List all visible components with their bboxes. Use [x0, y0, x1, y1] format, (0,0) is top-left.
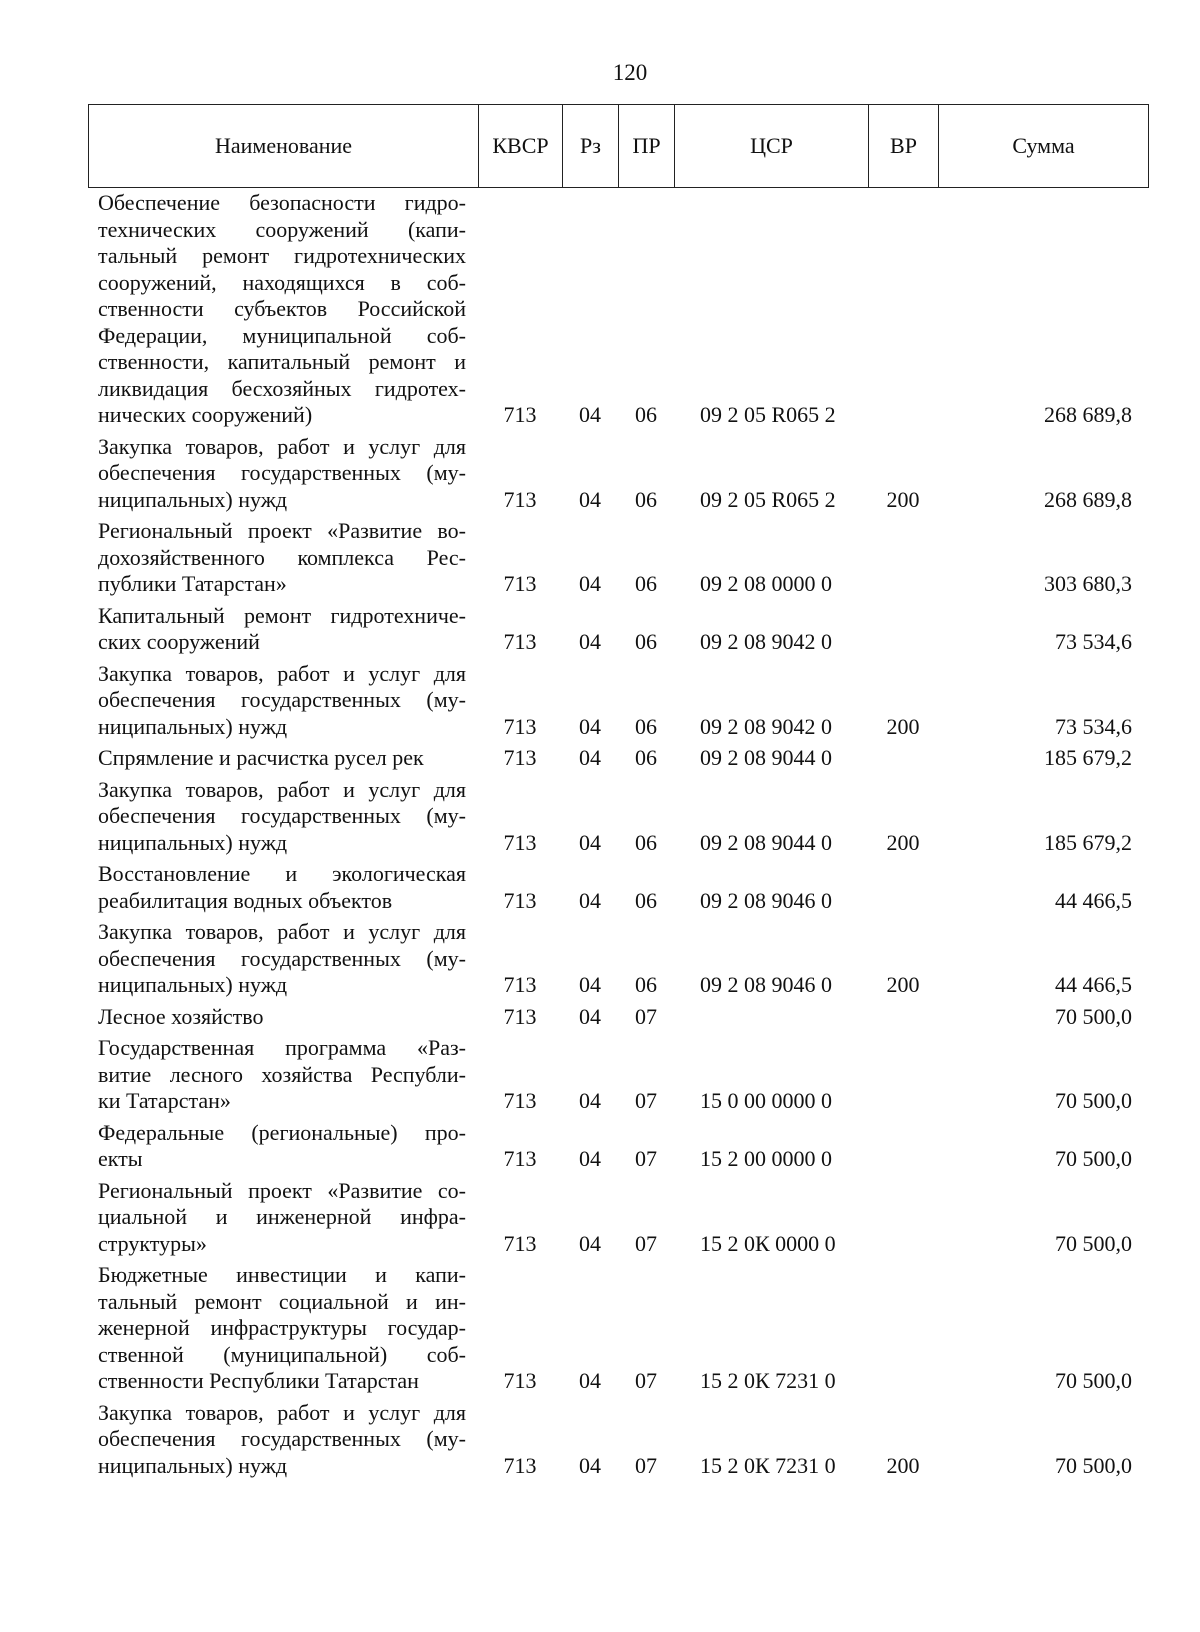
row-pr: 06	[635, 571, 657, 596]
row-rz: 04	[579, 887, 601, 913]
row-kvsr: 713	[503, 1003, 537, 1029]
row-pr: 07	[635, 1452, 657, 1478]
row-pr: 07	[635, 1368, 657, 1393]
row-pr: 07	[635, 1230, 657, 1256]
row-csr: 09 2 05 R065 2	[700, 402, 836, 427]
row-name-line: Региональный проект «Развитие во-	[98, 518, 466, 543]
table-row	[88, 1004, 1148, 1036]
row-name-line: циальной и инженерной инфра-	[98, 1204, 466, 1229]
table-row	[88, 745, 1148, 777]
row-name-line: реабилитация водных объектов	[98, 887, 393, 913]
row-rz: 04	[579, 1146, 601, 1171]
row-name-line: Закупка товаров, работ и услуг для	[98, 660, 466, 686]
table-row	[88, 1120, 1148, 1178]
row-name-line: ниципальных) нужд	[98, 829, 288, 855]
row-rz: 04	[579, 486, 601, 512]
row-vr: 200	[886, 713, 920, 739]
budget-table	[88, 190, 1148, 1484]
row-name-line: ственности субъектов Российской	[98, 296, 466, 321]
row-vr	[868, 745, 938, 777]
row-name-line: обеспечения государственных (му-	[98, 945, 466, 971]
row-name	[88, 518, 478, 603]
row-name	[88, 190, 478, 434]
row-name-line: структуры»	[98, 1230, 207, 1256]
row-pr: 06	[635, 629, 657, 654]
row-kvsr: 713	[503, 713, 537, 739]
row-kvsr: 713	[503, 486, 537, 512]
row-name-line: обеспечения государственных (му-	[98, 460, 466, 485]
row-csr	[674, 1004, 868, 1036]
row-pr: 06	[635, 486, 657, 512]
table-row	[88, 661, 1148, 746]
column-header-csr: ЦСР	[675, 105, 869, 188]
row-name-line: Закупка товаров, работ и услуг для	[98, 919, 466, 944]
row-name	[88, 1262, 478, 1400]
row-kvsr: 713	[503, 972, 537, 997]
row-name-line: обеспечения государственных (му-	[98, 1426, 466, 1451]
column-header-vr: ВР	[869, 105, 939, 188]
row-name-line: Закупка товаров, работ и услуг для	[98, 1399, 466, 1425]
row-name-line: Лесное хозяйство	[98, 1003, 264, 1029]
row-rz: 04	[579, 829, 601, 855]
row-sum: 303 680,3	[1044, 571, 1132, 596]
row-name	[88, 861, 478, 919]
row-rz: 04	[579, 402, 601, 427]
row-csr: 09 2 08 9046 0	[700, 972, 832, 997]
column-header-name: Наименование	[89, 105, 479, 188]
row-csr: 15 2 0К 7231 0	[700, 1452, 836, 1478]
row-name-line: ственности Республики Татарстан	[98, 1368, 419, 1393]
row-sum: 70 500,0	[1055, 1452, 1132, 1478]
row-name	[88, 1035, 478, 1120]
row-kvsr: 713	[503, 829, 537, 855]
row-csr: 15 2 00 0000 0	[700, 1146, 832, 1171]
row-vr: 200	[886, 486, 920, 512]
row-vr	[868, 1004, 938, 1036]
row-csr: 15 2 0К 7231 0	[700, 1368, 836, 1393]
row-csr: 15 2 0К 0000 0	[700, 1230, 836, 1256]
table-row	[88, 861, 1148, 919]
row-pr: 06	[635, 887, 657, 913]
row-rz: 04	[579, 745, 601, 770]
row-vr	[868, 190, 938, 434]
row-kvsr: 713	[503, 1088, 537, 1113]
row-name-line: Государственная программа «Раз-	[98, 1035, 466, 1060]
column-header-rz: Рз	[563, 105, 619, 188]
row-rz: 04	[579, 1088, 601, 1113]
table-row	[88, 1035, 1148, 1120]
row-vr	[868, 1035, 938, 1120]
row-sum: 185 679,2	[1044, 745, 1132, 770]
row-sum: 268 689,8	[1044, 486, 1132, 512]
row-kvsr: 713	[503, 402, 537, 427]
row-rz: 04	[579, 571, 601, 596]
row-name-line: Федерации, муниципальной соб-	[98, 322, 466, 348]
row-pr: 07	[635, 1088, 657, 1113]
row-sum: 70 500,0	[1055, 1146, 1132, 1171]
row-kvsr: 713	[503, 745, 537, 770]
row-vr	[868, 603, 938, 661]
row-name-line: публики Татарстан»	[98, 571, 287, 596]
table-row	[88, 434, 1148, 519]
row-vr	[868, 518, 938, 603]
row-sum: 185 679,2	[1044, 829, 1132, 855]
row-csr: 09 2 08 9042 0	[700, 713, 832, 739]
row-csr: 09 2 08 9044 0	[700, 745, 832, 770]
row-pr: 07	[635, 1003, 657, 1029]
row-name-line: тальный ремонт социальной и ин-	[98, 1288, 466, 1314]
row-name-line: дохозяйственного комплекса Рес-	[98, 544, 466, 570]
row-pr: 06	[635, 829, 657, 855]
row-name-line: ственной (муниципальной) соб-	[98, 1341, 466, 1367]
row-vr: 200	[886, 1452, 920, 1478]
row-name-line: ниципальных) нужд	[98, 486, 288, 512]
row-vr	[868, 1262, 938, 1400]
row-sum: 73 534,6	[1055, 629, 1132, 654]
row-kvsr: 713	[503, 629, 537, 654]
row-rz: 04	[579, 1368, 601, 1393]
row-name-line: Федеральные (региональные) про-	[98, 1119, 466, 1145]
row-sum: 70 500,0	[1055, 1230, 1132, 1256]
row-sum: 73 534,6	[1055, 713, 1132, 739]
table-row	[88, 1400, 1148, 1485]
row-rz: 04	[579, 1452, 601, 1478]
row-csr: 09 2 08 9044 0	[700, 829, 832, 855]
row-csr: 09 2 05 R065 2	[700, 486, 836, 512]
table-header	[88, 104, 1149, 188]
table-row	[88, 1178, 1148, 1263]
row-vr	[868, 1120, 938, 1178]
row-name-line: Закупка товаров, работ и услуг для	[98, 433, 466, 459]
row-name	[88, 434, 478, 519]
table-row	[88, 1262, 1148, 1400]
row-csr: 09 2 08 9042 0	[700, 629, 832, 654]
row-rz: 04	[579, 1003, 601, 1029]
row-pr: 06	[635, 745, 657, 770]
row-vr: 200	[886, 829, 920, 855]
row-name-line: Бюджетные инвестиции и капи-	[98, 1262, 466, 1287]
row-name-line: нических сооружений)	[98, 402, 313, 427]
row-name	[88, 777, 478, 862]
column-header-sum: Сумма	[939, 105, 1149, 188]
row-name-line: ниципальных) нужд	[98, 1452, 288, 1478]
row-name-line: ки Татарстан»	[98, 1088, 231, 1113]
row-vr	[868, 1178, 938, 1263]
row-sum: 44 466,5	[1055, 972, 1132, 997]
row-sum: 70 500,0	[1055, 1088, 1132, 1113]
page-number: 120	[612, 60, 648, 85]
row-kvsr: 713	[503, 1368, 537, 1393]
row-pr: 06	[635, 402, 657, 427]
row-name	[88, 1178, 478, 1263]
row-vr	[868, 861, 938, 919]
row-name-line: ственности, капитальный ремонт и	[98, 349, 466, 374]
row-name	[88, 1004, 478, 1036]
column-header-pr: ПР	[619, 105, 675, 188]
row-name-line: Капитальный ремонт гидротехниче-	[98, 602, 466, 628]
row-name	[88, 1120, 478, 1178]
row-vr: 200	[886, 972, 920, 997]
row-pr: 06	[635, 972, 657, 997]
row-sum: 268 689,8	[1044, 402, 1132, 427]
row-pr: 07	[635, 1146, 657, 1171]
table-body	[88, 190, 1148, 1484]
row-name	[88, 1400, 478, 1485]
table-row	[88, 919, 1148, 1004]
row-rz: 04	[579, 713, 601, 739]
row-name-line: ских сооружений	[98, 629, 260, 654]
row-name-line: ликвидация бесхозяйных гидротех-	[98, 375, 466, 401]
row-csr: 09 2 08 0000 0	[700, 571, 832, 596]
row-name-line: витие лесного хозяйства Республи-	[98, 1061, 466, 1087]
row-name-line: Спрямление и расчистка русел рек	[98, 745, 424, 770]
column-header-kvsr: КВСР	[479, 105, 563, 188]
table-row	[88, 777, 1148, 862]
row-name	[88, 603, 478, 661]
row-sum: 70 500,0	[1055, 1003, 1132, 1029]
row-kvsr: 713	[503, 1146, 537, 1171]
row-rz: 04	[579, 629, 601, 654]
row-name-line: сооружений, находящихся в соб-	[98, 269, 466, 295]
row-pr: 06	[635, 713, 657, 739]
row-name-line: обеспечения государственных (му-	[98, 803, 466, 828]
row-kvsr: 713	[503, 887, 537, 913]
table-row	[88, 603, 1148, 661]
row-name-line: Обеспечение безопасности гидро-	[98, 190, 466, 215]
row-rz: 04	[579, 972, 601, 997]
row-name-line: ниципальных) нужд	[98, 713, 288, 739]
row-kvsr: 713	[503, 571, 537, 596]
row-name-line: екты	[98, 1146, 143, 1171]
row-name	[88, 745, 478, 777]
row-csr: 09 2 08 9046 0	[700, 887, 832, 913]
row-rz: 04	[579, 1230, 601, 1256]
row-name	[88, 919, 478, 1004]
row-name-line: ниципальных) нужд	[98, 972, 288, 997]
row-sum: 70 500,0	[1055, 1368, 1132, 1393]
row-kvsr: 713	[503, 1230, 537, 1256]
row-name-line: тальный ремонт гидротехнических	[98, 243, 466, 268]
row-name-line: технических сооружений (капи-	[98, 216, 466, 242]
row-name-line: Региональный проект «Развитие со-	[98, 1177, 466, 1203]
row-name-line: Закупка товаров, работ и услуг для	[98, 776, 466, 802]
table-row	[88, 518, 1148, 603]
row-kvsr: 713	[503, 1452, 537, 1478]
row-name-line: женерной инфраструктуры государ-	[98, 1315, 466, 1340]
row-sum: 44 466,5	[1055, 887, 1132, 913]
row-name-line: обеспечения государственных (му-	[98, 687, 466, 712]
row-name-line: Восстановление и экологическая	[98, 861, 466, 886]
row-csr: 15 0 00 0000 0	[700, 1088, 832, 1113]
table-row	[88, 190, 1148, 434]
row-name	[88, 661, 478, 746]
